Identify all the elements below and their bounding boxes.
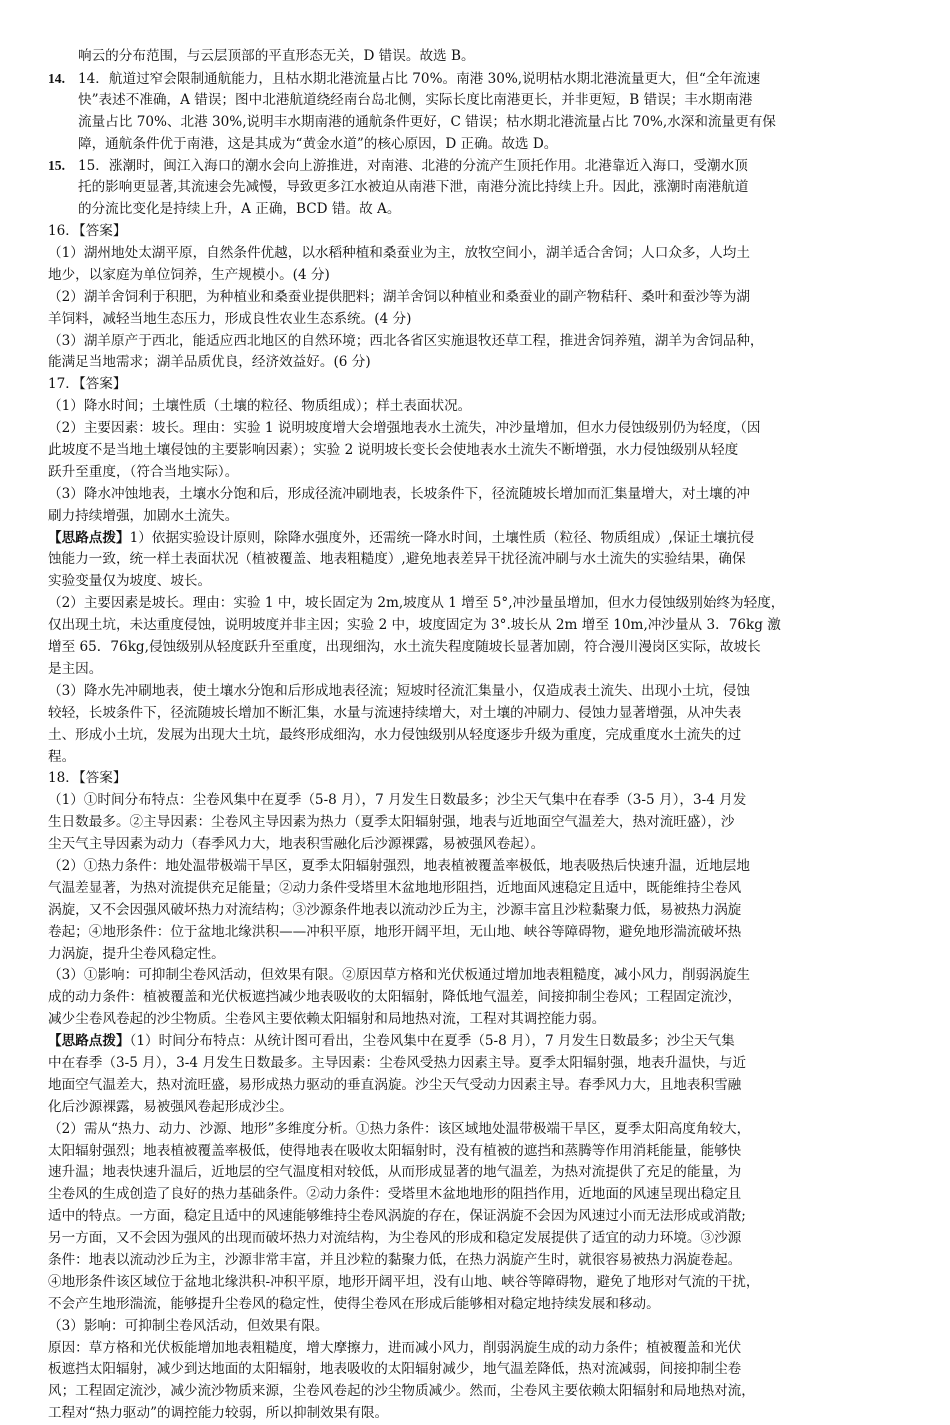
section-lead: 【思路点拨】 bbox=[48, 529, 130, 546]
line-text: （1）降水时间；土壤性质（土壤的粒径、物质组成）；样土表面状况。 bbox=[48, 398, 472, 415]
text-line bbox=[48, 768, 886, 790]
text-line bbox=[48, 856, 886, 878]
text-line bbox=[48, 812, 886, 834]
line-text: 太阳辐射强烈；地表植被覆盖率极低，使得地表在吸收太阳辐射时，没有植被的遮挡和蒸腾等作用消耗能量，能够快 bbox=[48, 1142, 742, 1159]
line-text: （3）影响：可抑制尘卷风活动，但效果有限。 bbox=[48, 1317, 329, 1334]
line-text: 中在春季（3-5 月），3-4 月发生日数最多。主导因素：尘卷风受热力因素主导。夏季太阳辐射强，地表升温快，与近 bbox=[48, 1054, 747, 1071]
line-text: （3）降水先冲刷地表，使土壤水分饱和后形成地表径流；短坡时径流汇集量小，仅造成表土流失、出现小土坑，侵蚀 bbox=[48, 682, 750, 699]
text-line bbox=[48, 90, 886, 112]
line-text: 此坡度不是当地土壤侵蚀的主要影响因素）；实验 2 说明坡长变长会使地表水土流失不断增强，水力侵蚀级别从轻度 bbox=[48, 442, 739, 459]
text-line bbox=[48, 1119, 886, 1141]
line-text: 成的动力条件：植被覆盖和光伏板遮挡减少地表吸收的太阳辐射，降低地气温差，间接抑制尘卷风；工程固定流沙， bbox=[48, 989, 742, 1006]
line-text: 尘天气主导因素为动力（春季风力大，地表积雪融化后沙源裸露，易被强风卷起）。 bbox=[48, 836, 545, 853]
line-text: 工程对“热力驱动”的调控能力较弱，所以抑制效果有限。 bbox=[48, 1405, 389, 1422]
text-line bbox=[48, 506, 886, 528]
text-line bbox=[48, 1272, 886, 1294]
line-text: （1）湖州地处太湖平原，自然条件优越，以水稻种植和桑蚕业为主，放牧空间小，湖羊适合舍饲；人口众多，人均土 bbox=[48, 245, 750, 262]
line-text: （1）①时间分布特点：尘卷风集中在夏季（5-8 月），7 月发生日数最多；沙尘天气集中在春季（3-5 月），3-4 月发 bbox=[48, 792, 747, 809]
line-text: 生日数最多。②主导因素：尘卷风主导因素为热力（夏季太阳辐射强，地表与近地面空气温差大，热对流旺盛），沙 bbox=[48, 814, 735, 831]
line-text: 风；工程固定流沙，减少流沙物质来源，尘卷风卷起的沙尘物质减少。然而，尘卷风主要依赖太阳辐射和局地热对流， bbox=[48, 1383, 755, 1400]
text-line bbox=[48, 790, 886, 812]
text-line bbox=[48, 1075, 886, 1097]
line-text: 跃升至重度，（符合当地实际）。 bbox=[48, 463, 239, 480]
line-text: 流量占比 70%、北港 30%,说明丰水期南港的通航条件更好，C 错误；枯水期北港流量占比 70%,水深和流量更有保 bbox=[78, 113, 776, 130]
text-line bbox=[48, 418, 886, 440]
line-text: （2）需从“热力、动力、沙源、地形”多维度分析。①热力条件：该区域地处温带极端干旱区，夏季太阳高度角较大， bbox=[48, 1120, 751, 1137]
text-line bbox=[48, 1338, 886, 1360]
text-line bbox=[48, 177, 886, 199]
text-line bbox=[48, 1381, 886, 1403]
line-text: 是主因。 bbox=[48, 660, 103, 677]
text-line bbox=[48, 944, 886, 966]
text-line bbox=[48, 571, 886, 593]
line-text: 力涡旋，提升尘卷风稳定性。 bbox=[48, 945, 225, 962]
text-line bbox=[48, 834, 886, 856]
text-line bbox=[48, 265, 886, 287]
text-line bbox=[48, 1316, 886, 1338]
question-number: 15. bbox=[48, 158, 65, 174]
line-text: 程。 bbox=[48, 748, 76, 765]
text-line bbox=[48, 155, 886, 177]
line-text: 适中的特点。一方面，稳定且适中的风速能够维持尘卷风涡旋的存在，保证涡旋不会因为风速过小而无法形成或消散; bbox=[48, 1208, 746, 1225]
line-text: 不会产生地形湍流，能够提升尘卷风的稳定性，使得尘卷风在形成后能够相对稳定地持续发展和移动。 bbox=[48, 1295, 660, 1312]
line-text: 板遮挡太阳辐射，减少到达地面的太阳辐射，地表吸收的太阳辐射减少，地气温差降低，热对流减弱，间接抑制尘卷 bbox=[48, 1361, 742, 1378]
line-text: （3）降水冲蚀地表，土壤水分饱和后，形成径流冲刷地表，长坡条件下，径流随坡长增加而汇集量增大，对土壤的冲 bbox=[48, 485, 750, 502]
text-line bbox=[48, 112, 886, 134]
text-line bbox=[48, 1250, 886, 1272]
text-line bbox=[48, 1294, 886, 1316]
line-text: 另一方面，又不会因为强风的出现而破坏热力对流结构，为尘卷风的形成和稳定发展提供了适宜的动力环境。③沙源 bbox=[48, 1230, 742, 1247]
line-text: 15．涨潮时，闽江入海口的潮水会向上游推进，对南港、北港的分流产生顶托作用。北港靠近入海口，受潮水顶 bbox=[78, 158, 748, 175]
line-text: 条件：地表以流动沙丘为主，沙源非常丰富，并且沙粒的黏聚力低，在热力涡旋产生时，就很容易被热力涡旋卷起。 bbox=[48, 1251, 742, 1268]
line-text: 响云的分布范围，与云层顶部的平直形态无关，D 错误。故选 B。 bbox=[78, 48, 475, 64]
line-text: 增至 65．76kg,侵蚀级别从轻度跃升至重度，出现细沟，水土流失程度随坡长显著加剧，符合漫川漫岗区实际，故坡长 bbox=[48, 639, 761, 656]
text-line bbox=[48, 615, 886, 637]
line-text: 刷力持续增强，加剧水土流失。 bbox=[48, 507, 239, 524]
line-text: 原因：草方格和光伏板能增加地表粗糙度，增大摩擦力，进而减小风力，削弱涡旋生成的动力条件；植被覆盖和光伏 bbox=[48, 1339, 742, 1356]
text-line bbox=[48, 659, 886, 681]
text-line bbox=[48, 1184, 886, 1206]
text-line bbox=[48, 922, 886, 944]
line-text: 地少，以家庭为单位饲养，生产规模小。(4 分) bbox=[48, 266, 330, 283]
text-line bbox=[48, 549, 886, 571]
line-text: 16．【答案】 bbox=[48, 223, 127, 240]
line-text: 障，通航条件优于南港，这是其成为“黄金水道”的核心原因，D 正确。故选 D。 bbox=[78, 135, 558, 152]
text-line bbox=[48, 1031, 886, 1053]
line-text: 卷起；④地形条件：位于盆地北缘洪积——冲积平原，地形开阔平坦，无山地、峡谷等障碍物，避免地形湍流破坏热 bbox=[48, 923, 742, 940]
text-line bbox=[48, 1053, 886, 1075]
line-text: 气温差显著，为热对流提供充足能量；②动力条件受塔里木盆地地形阻挡，近地面风速稳定且适中，既能维持尘卷风 bbox=[48, 879, 742, 896]
text-line bbox=[48, 1206, 886, 1228]
text-line bbox=[48, 987, 886, 1009]
text-line bbox=[48, 396, 886, 418]
line-text: 速升温；地表快速升温后，近地层的空气温度相对较低，从而形成显著的地气温差，为热对流提供了充足的能量，为 bbox=[48, 1164, 742, 1181]
text-line bbox=[48, 331, 886, 353]
text-line bbox=[48, 1403, 886, 1425]
text-line bbox=[48, 221, 886, 243]
line-text: 快”表述不准确，A 错误；图中北港航道绕经南台岛北侧，实际长度比南港更长，并非更短，B 错误；丰水期南港 bbox=[78, 91, 753, 108]
line-text: ④地形条件该区域位于盆地北缘洪积-冲积平原，地形开阔平坦，没有山地、峡谷等障碍物，避免了地形对气流的干扰， bbox=[48, 1273, 760, 1290]
line-text: 托的影响更显著,其流速会先减慢，导致更多江水被迫从南港下泄，南港分流比持续上升。因此，涨潮时南港航道 bbox=[78, 179, 749, 196]
line-text: 蚀能力一致，统一样土表面状况（植被覆盖、地表粗糙度）,避免地表差异干扰径流冲刷与水土流失的实验结果，确保 bbox=[48, 551, 746, 568]
text-line bbox=[48, 134, 886, 156]
line-text: 土、形成小土坑，发展为出现大土坑，最终形成细沟，水力侵蚀级别从轻度逐步升级为重度，完成重度水土流失的过 bbox=[48, 726, 742, 743]
text-line bbox=[48, 462, 886, 484]
text-line bbox=[48, 68, 886, 90]
line-text: （3）①影响：可抑制尘卷风活动，但效果有限。②原因草方格和光伏板通过增加地表粗糙度，减小风力，削弱涡旋生 bbox=[48, 967, 750, 984]
text-line bbox=[48, 1162, 886, 1184]
line-text: （3）湖羊原产于西北，能适应西北地区的自然环境；西北各省区实施退牧还草工程，推进舍饲养殖，湖羊为舍饲品种， bbox=[48, 332, 764, 349]
text-line bbox=[48, 484, 886, 506]
text-line bbox=[48, 1359, 886, 1381]
text-line bbox=[48, 1141, 886, 1163]
line-text: 能满足当地需求；湖羊品质优良，经济效益好。(6 分) bbox=[48, 354, 371, 371]
line-text: （2）①热力条件：地处温带极端干旱区，夏季太阳辐射强烈，地表植被覆盖率极低，地表吸热后快速升温，近地层地 bbox=[48, 857, 750, 874]
text-line bbox=[48, 199, 886, 221]
text-line bbox=[48, 637, 886, 659]
line-text: 17．【答案】 bbox=[48, 376, 127, 393]
line-text: 涡旋，又不会因强风破坏热力对流结构；③沙源条件地表以流动沙丘为主，沙源丰富且沙粒黏聚力低，易被热力涡旋 bbox=[48, 901, 742, 918]
text-line bbox=[48, 46, 886, 68]
line-text: 减少尘卷风卷起的沙尘物质。尘卷风主要依赖太阳辐射和局地热对流，工程对其调控能力弱。 bbox=[48, 1011, 606, 1028]
text-line bbox=[48, 1097, 886, 1119]
text-line bbox=[48, 703, 886, 725]
text-line bbox=[48, 528, 886, 550]
text-line bbox=[48, 1009, 886, 1031]
line-text: （1）时间分布特点：从统计图可看出，尘卷风集中在夏季（5-8 月），7 月发生日数最多；沙尘天气集 bbox=[129, 1033, 735, 1050]
line-text: 仅出现土坑，未达重度侵蚀，说明坡度并非主因；实验 2 中，坡度固定为 3°.坡长从 2m 增至 10m,冲沙量从 3．76kg 激 bbox=[48, 617, 781, 634]
text-line bbox=[48, 243, 886, 265]
text-line bbox=[48, 287, 886, 309]
line-text: 羊饲料，减轻当地生态压力，形成良性农业生态系统。(4 分) bbox=[48, 310, 412, 327]
text-line bbox=[48, 878, 886, 900]
line-text: 的分流比变化是持续上升，A 正确，BCD 错。故 A。 bbox=[78, 201, 401, 218]
text-line bbox=[48, 352, 886, 374]
line-text: （2）主要因素是坡长。理由：实验 1 中，坡长固定为 2m,坡度从 1 增至 5°,冲沙量虽增加，但水力侵蚀级别始终为轻度， bbox=[48, 595, 785, 612]
line-text: 实验变量仅为坡度、坡长。 bbox=[48, 573, 212, 590]
question-number: 14. bbox=[48, 70, 65, 86]
line-text: （2）主要因素：坡长。理由：实验 1 说明坡度增大会增强地表水土流失，冲沙量增加，但水力侵蚀级别仍为轻度，（因 bbox=[48, 420, 761, 437]
line-text: 18．【答案】 bbox=[48, 770, 127, 787]
text-line bbox=[48, 900, 886, 922]
line-text: 较轻，长坡条件下，径流随坡长增加不断汇集，水量与流速持续增大，对土壤的冲刷力、侵蚀力显著增强，从冲失表 bbox=[48, 704, 742, 721]
text-line bbox=[48, 681, 886, 703]
text-line bbox=[48, 440, 886, 462]
text-line bbox=[48, 1228, 886, 1250]
section-lead: 【思路点拨】 bbox=[48, 1033, 130, 1050]
text-line bbox=[48, 374, 886, 396]
line-text: （2）湖羊舍饲利于积肥，为种植业和桑蚕业提供肥料；湖羊舍饲以种植业和桑蚕业的副产物秸秆、桑叶和蚕沙等为湖 bbox=[48, 288, 750, 305]
text-line bbox=[48, 725, 886, 747]
text-line bbox=[48, 747, 886, 769]
line-text: 地面空气温差大，热对流旺盛，易形成热力驱动的垂直涡旋。沙尘天气受动力因素主导。春季风力大，且地表积雪融 bbox=[48, 1076, 742, 1093]
line-text: 化后沙源裸露，易被强风卷起形成沙尘。 bbox=[48, 1098, 293, 1115]
text-line bbox=[48, 309, 886, 331]
text-line bbox=[48, 965, 886, 987]
text-line bbox=[48, 593, 886, 615]
line-text: 14．航道过窄会限制通航能力，且枯水期北港流量占比 70%。南港 30%,说明枯水期北港流量更大，但“全年流速 bbox=[78, 70, 761, 87]
line-text: 1）依据实验设计原则，除降水强度外，还需统一降水时间，土壤性质（粒径、物质组成）,保证土壤抗侵 bbox=[129, 529, 755, 546]
line-text: 尘卷风的生成创造了良好的热力基础条件。②动力条件：受塔里木盆地地形的阻挡作用，近地面的风速呈现出稳定且 bbox=[48, 1186, 742, 1203]
